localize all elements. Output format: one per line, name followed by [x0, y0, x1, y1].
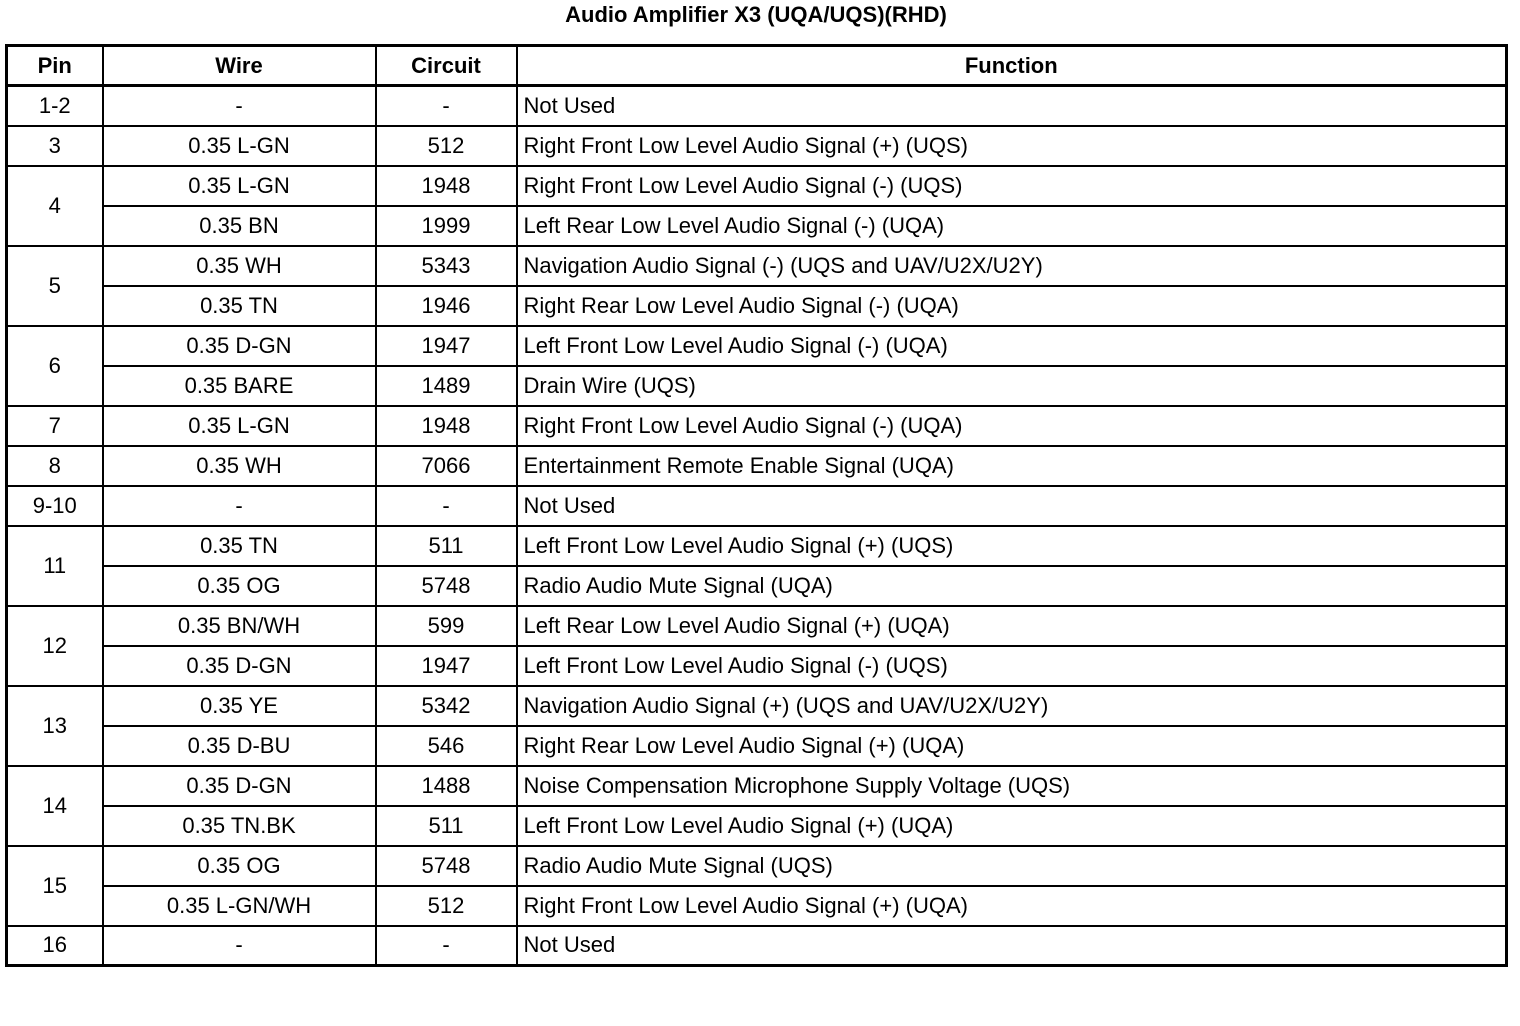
table-row — [7, 686, 1507, 726]
function-cell: Drain Wire (UQS) — [517, 366, 1507, 406]
table-row — [7, 926, 1507, 966]
function-cell: Left Rear Low Level Audio Signal (-) (UQA) — [517, 206, 1507, 246]
wire-cell: - — [103, 926, 376, 966]
table-row — [7, 646, 1507, 686]
function-cell: Right Front Low Level Audio Signal (+) (UQS) — [517, 126, 1507, 166]
table-row — [7, 446, 1507, 486]
pin-cell: 15 — [7, 846, 103, 926]
function-cell: Left Rear Low Level Audio Signal (+) (UQA) — [517, 606, 1507, 646]
function-cell: Radio Audio Mute Signal (UQS) — [517, 846, 1507, 886]
circuit-cell: 1488 — [376, 766, 517, 806]
table-row — [7, 126, 1507, 166]
function-cell: Right Front Low Level Audio Signal (-) (UQS) — [517, 166, 1507, 206]
function-cell: Left Front Low Level Audio Signal (-) (UQS) — [517, 646, 1507, 686]
function-cell: Right Rear Low Level Audio Signal (-) (UQA) — [517, 286, 1507, 326]
circuit-cell: 1947 — [376, 326, 517, 366]
circuit-cell: 1948 — [376, 406, 517, 446]
function-cell: Right Rear Low Level Audio Signal (+) (UQA) — [517, 726, 1507, 766]
table-body — [7, 86, 1507, 966]
header-wire: Wire — [103, 46, 376, 86]
table-row — [7, 846, 1507, 886]
table-row — [7, 606, 1507, 646]
table-row — [7, 166, 1507, 206]
table-row — [7, 326, 1507, 366]
circuit-cell: 1999 — [376, 206, 517, 246]
table-row — [7, 726, 1507, 766]
wire-cell: 0.35 D-GN — [103, 646, 376, 686]
function-cell: Navigation Audio Signal (+) (UQS and UAV/U2X/U2Y) — [517, 686, 1507, 726]
wire-cell: 0.35 OG — [103, 566, 376, 606]
table-row — [7, 366, 1507, 406]
circuit-cell: 7066 — [376, 446, 517, 486]
circuit-cell: 5343 — [376, 246, 517, 286]
circuit-cell: 5748 — [376, 846, 517, 886]
function-cell: Not Used — [517, 926, 1507, 966]
table-row — [7, 286, 1507, 326]
pin-cell: 5 — [7, 246, 103, 326]
function-cell: Left Front Low Level Audio Signal (+) (UQA) — [517, 806, 1507, 846]
table-row — [7, 886, 1507, 926]
circuit-cell: 512 — [376, 126, 517, 166]
wire-cell: 0.35 L-GN — [103, 166, 376, 206]
wire-cell: 0.35 D-GN — [103, 326, 376, 366]
wire-cell: - — [103, 486, 376, 526]
function-cell: Noise Compensation Microphone Supply Voltage (UQS) — [517, 766, 1507, 806]
pin-cell: 4 — [7, 166, 103, 246]
wire-cell: 0.35 TN.BK — [103, 806, 376, 846]
function-cell: Not Used — [517, 86, 1507, 126]
function-cell: Entertainment Remote Enable Signal (UQA) — [517, 446, 1507, 486]
wire-cell: 0.35 D-BU — [103, 726, 376, 766]
header-function: Function — [517, 46, 1507, 86]
table-row — [7, 486, 1507, 526]
pin-cell: 8 — [7, 446, 103, 486]
table-header-row — [7, 46, 1507, 86]
table-row — [7, 406, 1507, 446]
pin-cell: 13 — [7, 686, 103, 766]
pin-cell: 1-2 — [7, 86, 103, 126]
table-row — [7, 246, 1507, 286]
circuit-cell: - — [376, 926, 517, 966]
wire-cell: 0.35 OG — [103, 846, 376, 886]
wire-cell: 0.35 TN — [103, 286, 376, 326]
function-cell: Navigation Audio Signal (-) (UQS and UAV/U2X/U2Y) — [517, 246, 1507, 286]
function-cell: Left Front Low Level Audio Signal (-) (UQA) — [517, 326, 1507, 366]
circuit-cell: 511 — [376, 806, 517, 846]
pin-cell: 6 — [7, 326, 103, 406]
pin-cell: 7 — [7, 406, 103, 446]
circuit-cell: 599 — [376, 606, 517, 646]
pin-cell: 3 — [7, 126, 103, 166]
wire-cell: 0.35 D-GN — [103, 766, 376, 806]
table-row — [7, 526, 1507, 566]
wire-cell: - — [103, 86, 376, 126]
header-pin: Pin — [7, 46, 103, 86]
circuit-cell: 512 — [376, 886, 517, 926]
wire-cell: 0.35 L-GN — [103, 406, 376, 446]
wire-cell: 0.35 WH — [103, 246, 376, 286]
wire-cell: 0.35 BARE — [103, 366, 376, 406]
table-row — [7, 86, 1507, 126]
table-row — [7, 206, 1507, 246]
function-cell: Left Front Low Level Audio Signal (+) (UQS) — [517, 526, 1507, 566]
table-row — [7, 766, 1507, 806]
table-row — [7, 566, 1507, 606]
pinout-table — [5, 44, 1508, 967]
function-cell: Right Front Low Level Audio Signal (+) (UQA) — [517, 886, 1507, 926]
wire-cell: 0.35 YE — [103, 686, 376, 726]
circuit-cell: 5342 — [376, 686, 517, 726]
wire-cell: 0.35 L-GN/WH — [103, 886, 376, 926]
table-row — [7, 806, 1507, 846]
circuit-cell: 1948 — [376, 166, 517, 206]
circuit-cell: 1489 — [376, 366, 517, 406]
function-cell: Not Used — [517, 486, 1507, 526]
header-circuit: Circuit — [376, 46, 517, 86]
wire-cell: 0.35 TN — [103, 526, 376, 566]
circuit-cell: - — [376, 486, 517, 526]
circuit-cell: 511 — [376, 526, 517, 566]
circuit-cell: - — [376, 86, 517, 126]
circuit-cell: 546 — [376, 726, 517, 766]
wire-cell: 0.35 BN — [103, 206, 376, 246]
circuit-cell: 1947 — [376, 646, 517, 686]
pin-cell: 16 — [7, 926, 103, 966]
document-title: Audio Amplifier X3 (UQA/UQS)(RHD) — [565, 2, 947, 27]
circuit-cell: 5748 — [376, 566, 517, 606]
pin-cell: 9-10 — [7, 486, 103, 526]
wire-cell: 0.35 L-GN — [103, 126, 376, 166]
pin-cell: 12 — [7, 606, 103, 686]
pin-cell: 11 — [7, 526, 103, 606]
function-cell: Radio Audio Mute Signal (UQA) — [517, 566, 1507, 606]
wire-cell: 0.35 WH — [103, 446, 376, 486]
wire-cell: 0.35 BN/WH — [103, 606, 376, 646]
function-cell: Right Front Low Level Audio Signal (-) (UQA) — [517, 406, 1507, 446]
circuit-cell: 1946 — [376, 286, 517, 326]
pin-cell: 14 — [7, 766, 103, 846]
